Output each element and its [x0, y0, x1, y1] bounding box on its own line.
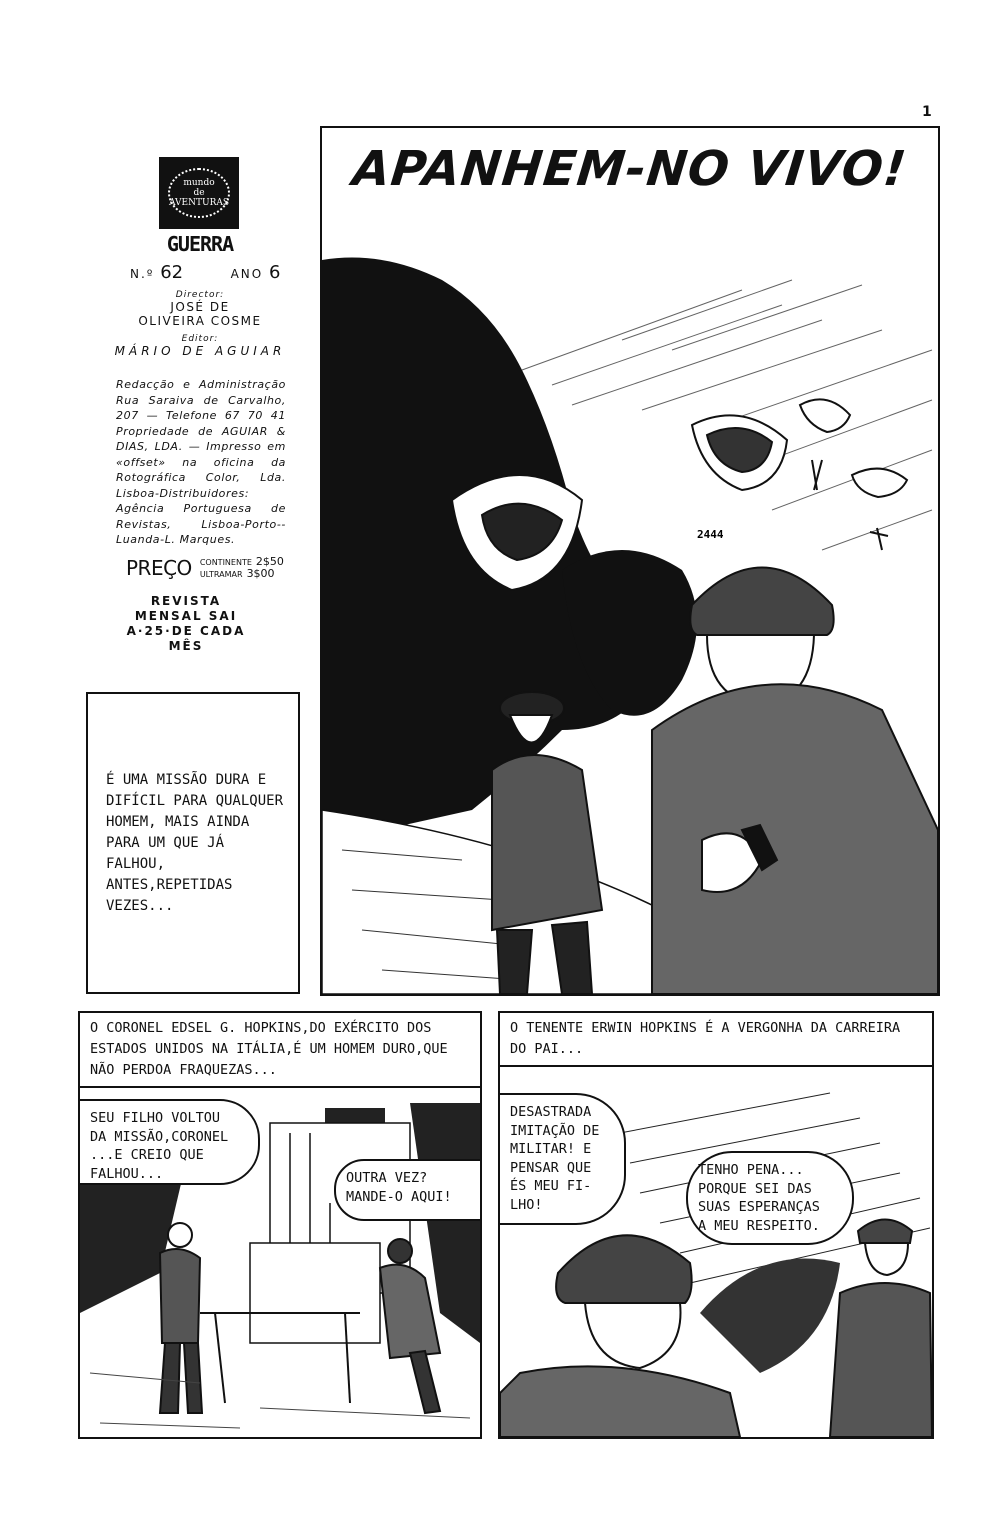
hero-illustration — [322, 210, 938, 994]
issue-number: 62 — [160, 262, 184, 283]
panel-lieutenant — [498, 1011, 934, 1439]
issue-label: N.º — [130, 267, 155, 281]
director-name: JOSÉ DE OLIVEIRA COSME — [138, 300, 262, 328]
price-continent-label: CONTINENTE — [199, 558, 252, 567]
imprint-text: Redacção e Administração Rua Saraiva de Carvalho, 207 — Telefone 67 70 41 Propriedade de AGUIAR & DIAS, LDA. — Impresso em «offset» na oficina da Rotográfica Color, Lda. Lisboa-Distribuidores: Agência Portuguesa de Revistas, Lisboa-Porto--Luanda-L. Marques. — [116, 378, 286, 546]
director-label: Director: — [175, 290, 225, 300]
intro-caption-panel — [86, 692, 300, 994]
credits — [100, 290, 300, 358]
price-table — [200, 556, 284, 580]
panel3-bubble-right: TENHO PENA... PORQUE SEI DAS SUAS ESPERANÇAS A MEU RESPEITO. — [686, 1151, 854, 1245]
title-panel — [320, 126, 940, 212]
hero-panel — [320, 210, 940, 996]
intro-caption: É UMA MISSÃO DURA E DIFÍCIL PARA QUALQUER HOMEM, MAIS AINDA PARA UM QUE JÁ FALHOU, ANTES,REPETIDAS VEZES... — [106, 772, 284, 914]
editor-label: Editor: — [181, 334, 219, 344]
panel-colonel-office — [78, 1011, 482, 1439]
panel3-caption: O TENENTE ERWIN HOPKINS É A VERGONHA DA CARREIRA DO PAI... — [500, 1013, 932, 1067]
price-overseas-label: ULTRAMAR — [199, 570, 243, 579]
soldier-large — [652, 568, 938, 995]
panel2-bubble-left: SEU FILHO VOLTOU DA MISSÃO,CORONEL ...E CREIO QUE FALHOU... — [78, 1099, 260, 1185]
price-block — [126, 556, 296, 580]
panel2-caption: O CORONEL EDSEL G. HOPKINS,DO EXÉRCITO DOS ESTADOS UNIDOS NA ITÁLIA,É UM HOMEM DURO,QUE NÃO PERDOA FRAQUEZAS... — [80, 1013, 480, 1088]
page-number: 1 — [922, 104, 932, 120]
year-label: ANO — [230, 267, 264, 281]
year-number: 6 — [268, 262, 281, 283]
editor-name: MÁRIO DE AGUIAR — [114, 344, 286, 358]
artist-signature: 2444 — [697, 528, 724, 541]
price-label: PREÇO — [126, 556, 192, 580]
logo-ring — [168, 168, 230, 218]
price-continent: 2$50 — [255, 555, 284, 568]
publisher-logo — [159, 157, 239, 229]
issue-line — [130, 262, 290, 283]
price-overseas: 3$00 — [246, 567, 275, 580]
story-title: APANHEM-NO VIVO! — [350, 141, 910, 197]
panel3-bubble-left: DESASTRADA IMITAÇÃO DE MILITAR! E PENSAR QUE ÉS MEU FI- LHO! — [498, 1093, 626, 1225]
series-name: GUERRA — [166, 232, 234, 256]
panel2-bubble-right: OUTRA VEZ? MANDE-O AQUI! — [334, 1159, 482, 1221]
monthly-note: REVISTA MENSAL SAI A·25·DE CADA MÊS — [126, 594, 246, 653]
logo-text: mundo de AVENTURAS — [168, 178, 230, 208]
